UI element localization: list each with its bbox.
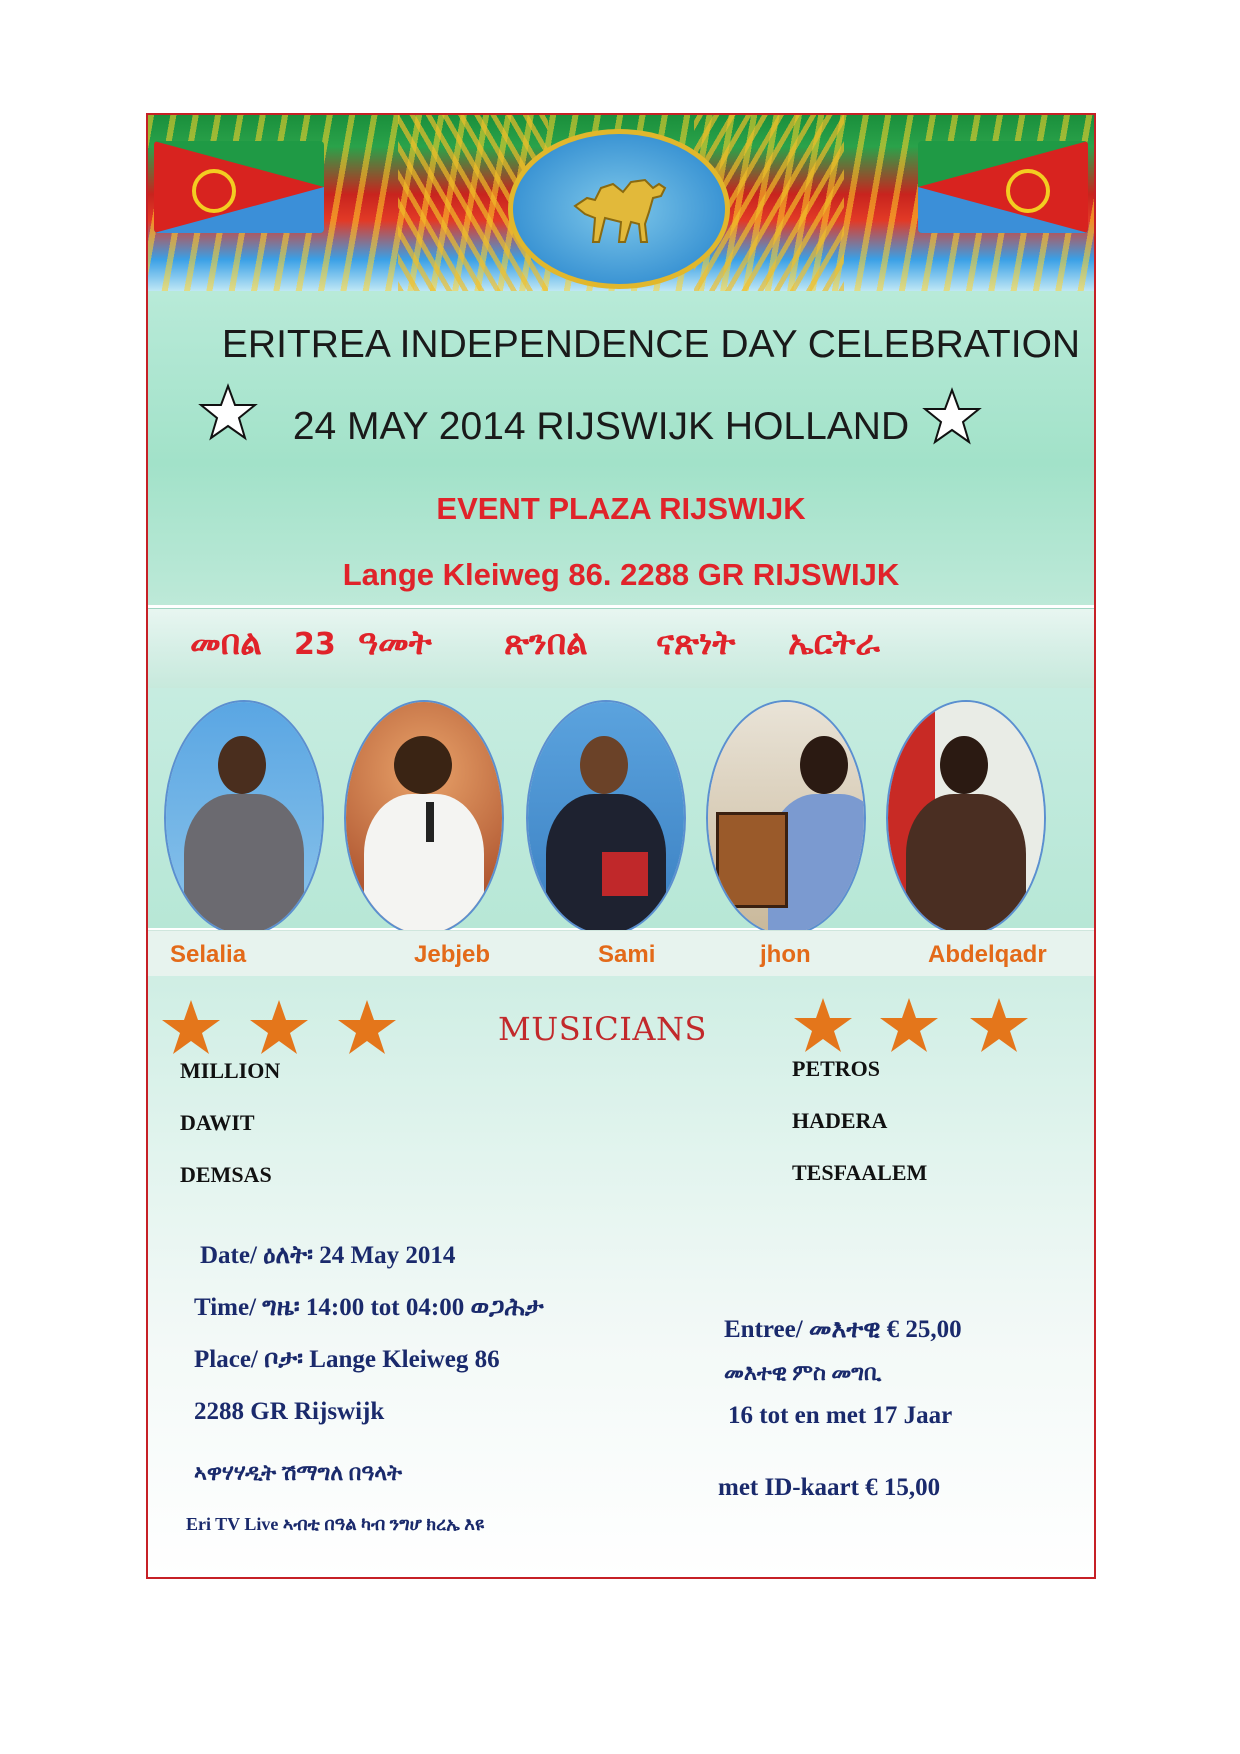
tigrinya-word: 23 xyxy=(294,627,336,662)
event-date: Date/ ዕለት፡ 24 May 2014 xyxy=(200,1242,456,1269)
title-section xyxy=(148,291,1094,605)
venue-address: Lange Kleiweg 86. 2288 GR RIJSWIJK xyxy=(342,557,900,592)
musician-name: MILLION xyxy=(180,1058,281,1083)
orange-star-icon xyxy=(248,998,310,1056)
orange-star-icon xyxy=(792,996,854,1054)
tigrinya-word: ኤርትራ xyxy=(788,623,880,663)
artist-names xyxy=(148,930,1094,977)
entry-price: Entree/ መእተዊ € 25,00 xyxy=(724,1316,962,1343)
musicians-heading: MUSICIANS xyxy=(498,1010,707,1048)
tigrinya-word: ናጽነት xyxy=(656,623,736,663)
musician-name: DEMSAS xyxy=(180,1162,272,1187)
orange-star-icon xyxy=(878,996,940,1054)
flyer xyxy=(146,113,1096,1579)
artist-photo-jhon xyxy=(706,700,866,936)
artist-photo-abdelqadr xyxy=(886,700,1046,936)
artist-name: Jebjeb xyxy=(414,941,491,968)
eri-tv-note: Eri TV Live ኣብቲ በዓል ካብ ንግሆ ክረኤ እዩ xyxy=(186,1514,484,1534)
artist-photo-jebjeb xyxy=(344,700,504,936)
venue-name: EVENT PLAZA RIJSWIJK xyxy=(436,491,806,526)
artist-name: Abdelqadr xyxy=(928,941,1047,968)
artist-photo-selalia xyxy=(164,700,324,936)
entry-with-meal: መእተዊ ምስ መግቢ xyxy=(724,1360,882,1385)
musician-name: TESFAALEM xyxy=(792,1160,928,1185)
event-date-location: 24 MAY 2014 RIJSWIJK HOLLAND xyxy=(292,405,910,448)
organizer-committee: ኣዋሃሃዲት ሽማግለ በዓላት xyxy=(194,1460,402,1485)
event-postcode: 2288 GR Rijswijk xyxy=(194,1398,385,1425)
event-title: ERITREA INDEPENDENCE DAY CELEBRATION xyxy=(221,323,1081,366)
tigrinya-word: መበል xyxy=(190,623,262,663)
artist-photos xyxy=(148,688,1094,928)
orange-star-icon xyxy=(968,996,1030,1054)
star-icon xyxy=(922,387,982,447)
event-place: Place/ ቦታ፡ Lange Kleiweg 86 xyxy=(194,1346,500,1373)
orange-star-icon xyxy=(336,998,398,1056)
camel-icon xyxy=(565,168,675,248)
tigrinya-word: ጽንበል xyxy=(504,623,588,663)
entry-age-range: 16 tot en met 17 Jaar xyxy=(728,1402,953,1429)
artist-name: Sami xyxy=(598,941,656,968)
artist-photo-sami xyxy=(526,700,686,936)
eritrea-flag-left xyxy=(154,141,324,233)
musician-name: PETROS xyxy=(792,1056,881,1081)
eritrea-flag-right xyxy=(918,141,1088,233)
tigrinya-word: ዓመት xyxy=(358,623,432,663)
musician-name: DAWIT xyxy=(180,1110,255,1135)
entry-reduced-price: met ID-kaart € 15,00 xyxy=(718,1474,941,1501)
artist-name: jhon xyxy=(760,941,811,968)
event-time: Time/ ግዜ፡ 14:00 tot 04:00 ወጋሕታ xyxy=(194,1294,544,1321)
camel-emblem xyxy=(508,129,730,289)
artist-name: Selalia xyxy=(170,941,247,968)
flag-banner xyxy=(148,115,1094,291)
details-section xyxy=(148,976,1094,1579)
musician-name: HADERA xyxy=(792,1108,888,1133)
orange-star-icon xyxy=(160,998,222,1056)
tigrinya-banner xyxy=(148,608,1094,690)
